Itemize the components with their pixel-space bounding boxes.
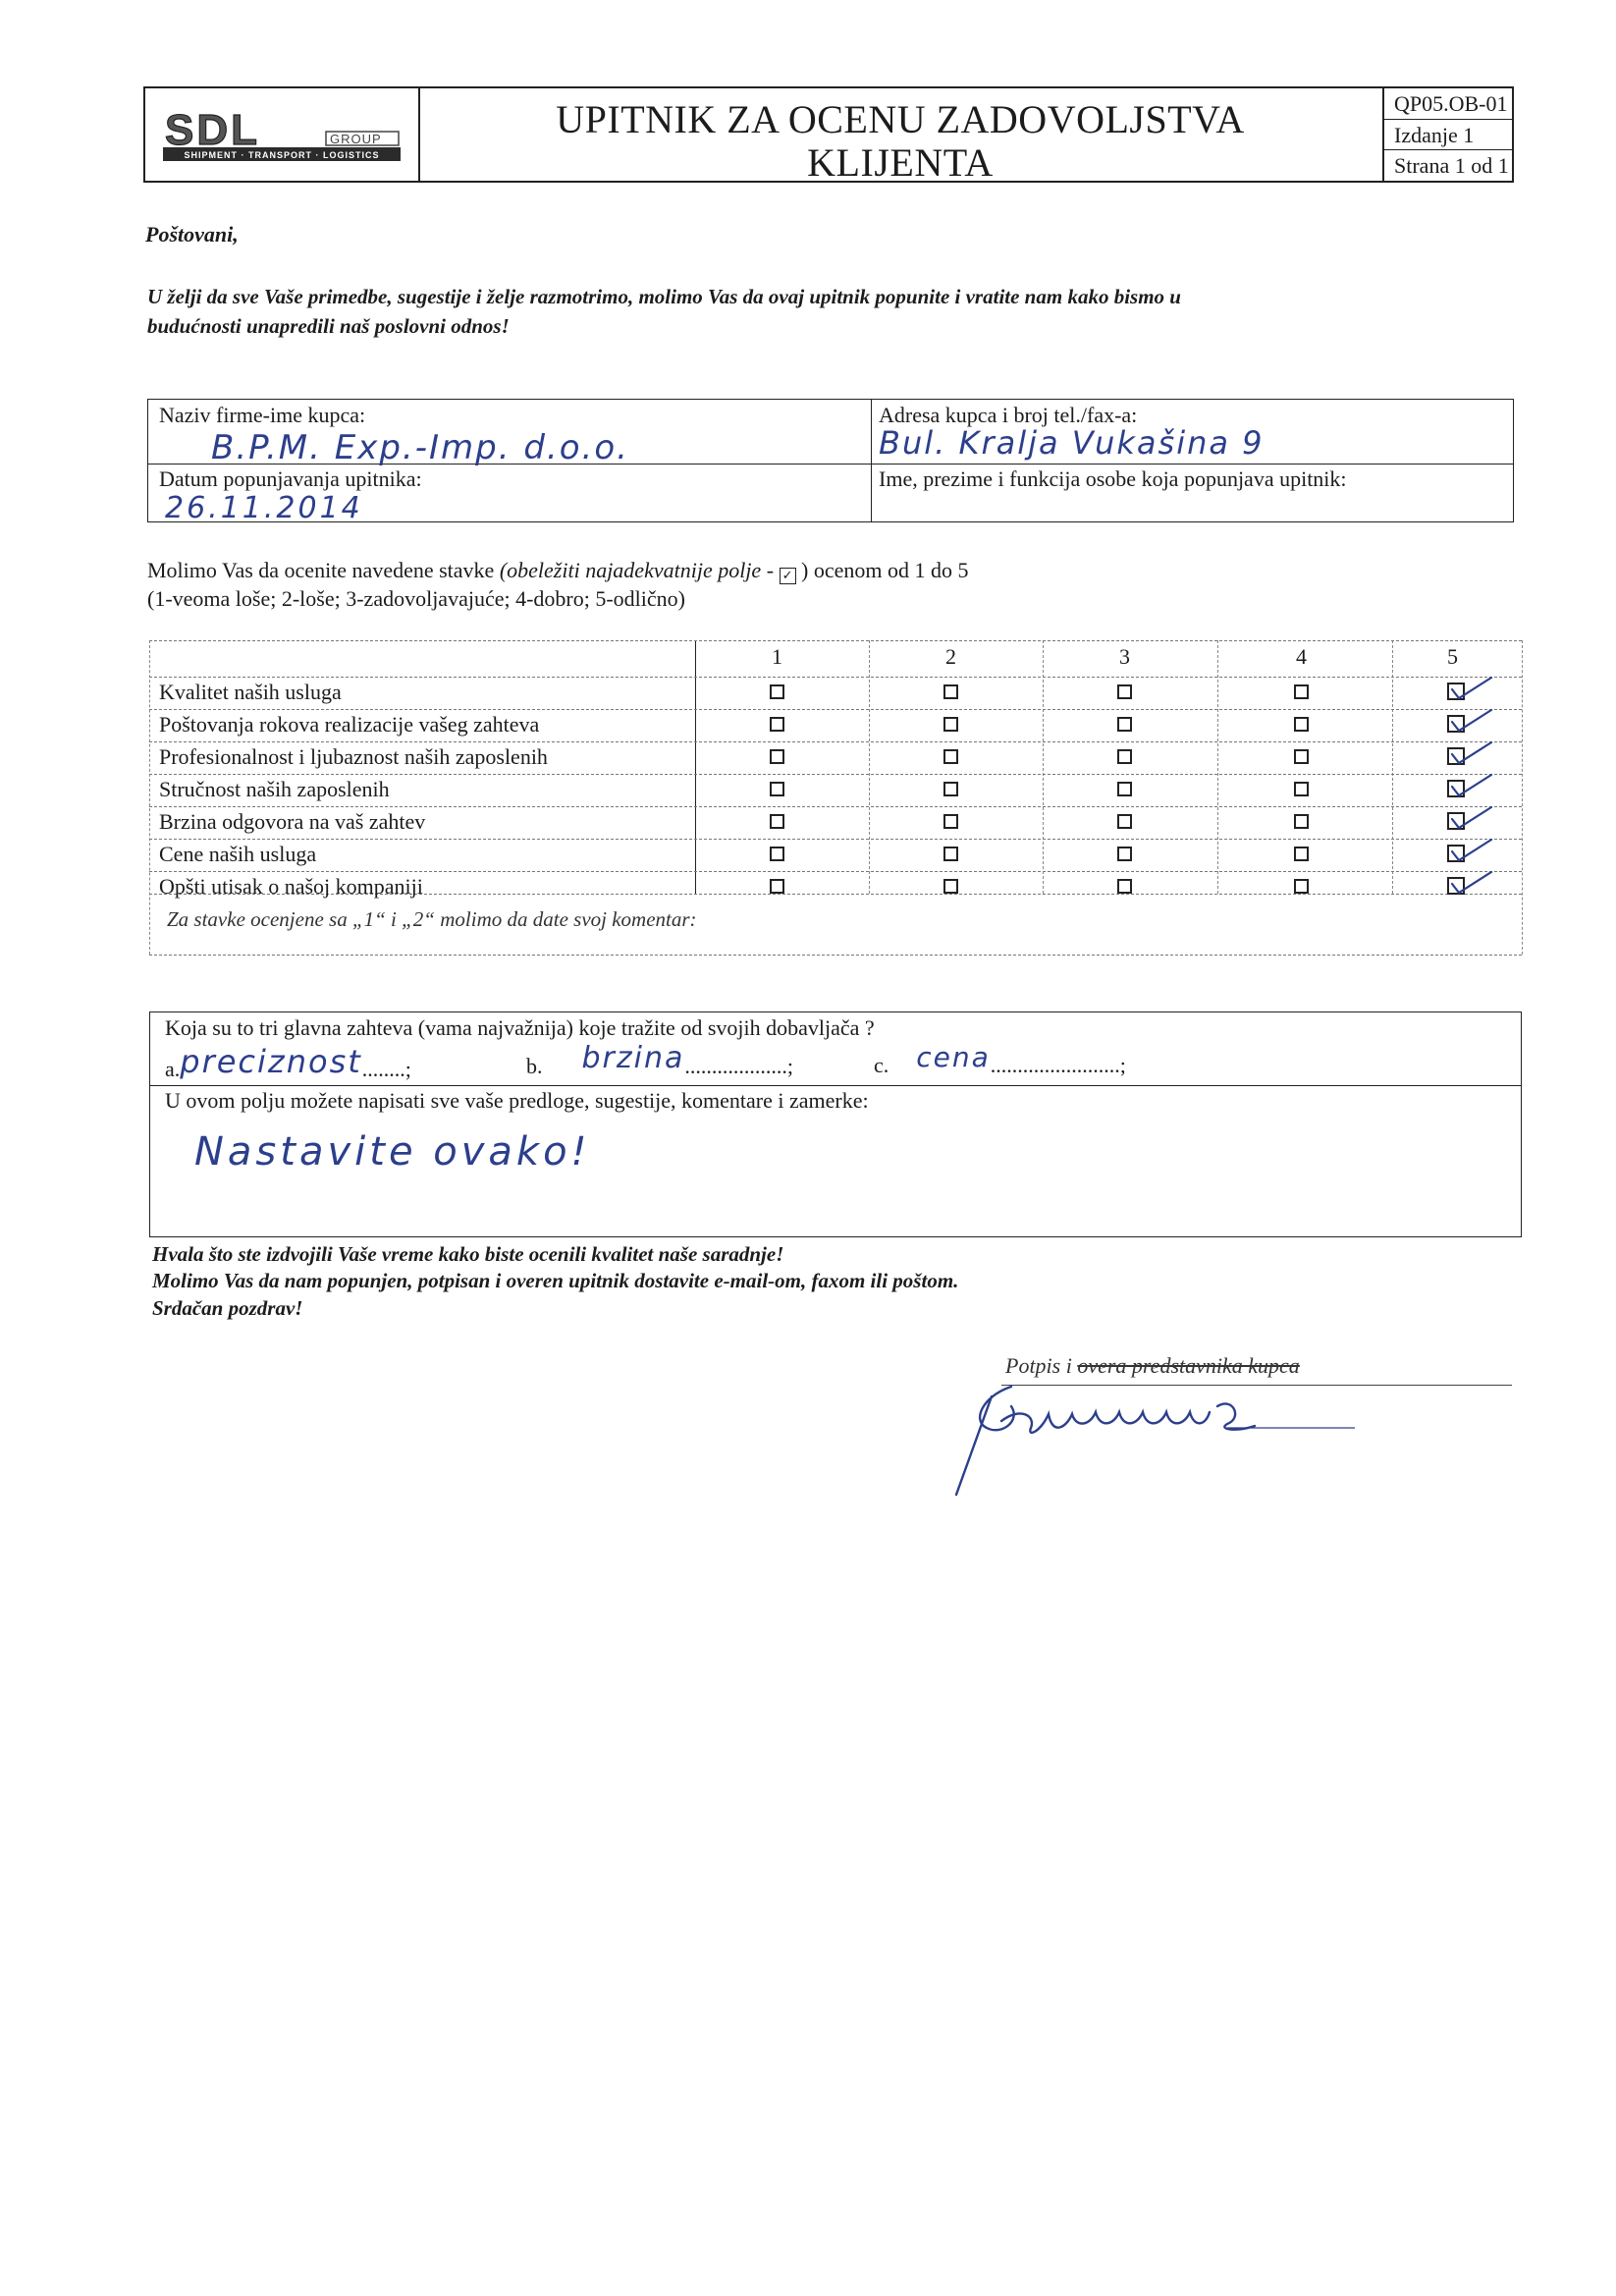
rating-checkbox[interactable] xyxy=(770,814,784,829)
requirement-a-label: a. xyxy=(165,1057,181,1081)
checked-box-icon: ✓ xyxy=(780,568,796,584)
checkmark-icon xyxy=(1449,837,1494,864)
requirement-c-label: c. xyxy=(874,1053,889,1077)
checkmark-icon xyxy=(1449,739,1494,767)
document-meta xyxy=(1382,88,1512,181)
checkmark-icon xyxy=(1449,772,1494,799)
requirement-a-value[interactable]: preciznost xyxy=(180,1043,362,1080)
rating-checkbox[interactable] xyxy=(1117,749,1132,764)
rating-checkbox[interactable] xyxy=(943,749,958,764)
handwritten-signature xyxy=(943,1367,1374,1504)
scale-3: 3 xyxy=(1119,644,1130,669)
person-label: Ime, prezime i funkcija osobe koja popunjava upitnik: xyxy=(879,466,1347,491)
rating-checkbox[interactable] xyxy=(1117,684,1132,699)
rating-checkbox[interactable] xyxy=(1294,847,1309,861)
rating-checkbox[interactable] xyxy=(1117,879,1132,894)
intro-line1: U želji da sve Vaše primedbe, sugestije i želje razmotrimo, molimo Vas da ovaj upitnik popunite i vratite nam kako bismo u xyxy=(147,285,1181,308)
document-title-line1: UPITNIK ZA OCENU ZADOVOLJSTVA xyxy=(556,97,1245,141)
rating-checkbox[interactable] xyxy=(770,717,784,732)
date-value[interactable]: 26.11.2014 xyxy=(165,491,363,525)
rating-checkbox[interactable] xyxy=(770,847,784,861)
sdl-group-logo xyxy=(163,112,401,163)
rating-checkbox[interactable] xyxy=(770,684,784,699)
checkmark-icon xyxy=(1449,707,1494,735)
scale-5: 5 xyxy=(1447,644,1458,669)
rating-row-label: Kvalitet naših usluga xyxy=(159,680,342,704)
closing-line3: Srdačan pozdrav! xyxy=(152,1296,303,1320)
signature-label-a: Potpis i xyxy=(1005,1353,1072,1378)
rating-row-label: Opšti utisak o našoj kompaniji xyxy=(159,874,423,899)
rating-checkbox[interactable] xyxy=(1117,782,1132,796)
company-value[interactable]: B.P.M. Exp.-Imp. d.o.o. xyxy=(211,428,629,467)
requirement-c-dots: ........................; xyxy=(990,1053,1126,1077)
suggestions-value[interactable]: Nastavite ovako! xyxy=(194,1129,591,1175)
rating-checkbox[interactable] xyxy=(1294,879,1309,894)
logo-group: GROUP xyxy=(330,132,382,146)
date-label: Datum popunjavanja upitnika: xyxy=(159,466,422,491)
rating-row-label: Cene naših usluga xyxy=(159,842,317,866)
rating-checkbox[interactable] xyxy=(770,749,784,764)
rating-checkbox[interactable] xyxy=(943,717,958,732)
suggestions-label: U ovom polju možete napisati sve vaše predloge, sugestije, komentare i zamerke: xyxy=(165,1088,869,1113)
signature-label-b: overa predstavnika kupca xyxy=(1077,1353,1300,1378)
title-cell xyxy=(418,88,1384,185)
rating-checkbox[interactable] xyxy=(943,879,958,894)
logo-tagline: SHIPMENT · TRANSPORT · LOGISTICS xyxy=(184,150,380,160)
scale-4: 4 xyxy=(1296,644,1307,669)
checkmark-icon xyxy=(1449,869,1494,897)
comment-note: Za stavke ocenjene sa „1“ i „2“ molimo da date svoj komentar: xyxy=(167,907,697,931)
address-value[interactable]: Bul. Kralja Vukašina 9 xyxy=(879,424,1265,462)
rating-row-label: Poštovanja rokova realizacije vašeg zahteva xyxy=(159,712,540,737)
greeting: Poštovani, xyxy=(145,222,239,246)
document-title-line2: KLIJENTA xyxy=(807,140,994,185)
rating-checkbox[interactable] xyxy=(1117,847,1132,861)
doc-edition: Izdanje 1 xyxy=(1382,119,1512,149)
rating-checkbox[interactable] xyxy=(1294,814,1309,829)
requirement-b-label: b. xyxy=(526,1054,543,1078)
checkmark-icon xyxy=(1449,804,1494,832)
rating-checkbox[interactable] xyxy=(1117,717,1132,732)
rating-instruction-line2: (1-veoma loše; 2-loše; 3-zadovoljavajuće; 4-dobro; 5-odlično) xyxy=(147,586,685,611)
scale-2: 2 xyxy=(945,644,956,669)
rating-checkbox[interactable] xyxy=(1294,749,1309,764)
closing-line2: Molimo Vas da nam popunjen, potpisan i overen upitnik dostavite e-mail-om, faxom ili poštom. xyxy=(152,1269,959,1292)
logo-cell xyxy=(145,88,420,181)
requirement-b-line xyxy=(526,1041,793,1081)
rating-row-label: Brzina odgovora na vaš zahtev xyxy=(159,809,426,834)
requirement-b-dots: ...................; xyxy=(684,1054,793,1078)
doc-code: QP05.OB-01 xyxy=(1394,91,1508,116)
comment-field[interactable] xyxy=(157,933,1512,953)
document-header xyxy=(143,86,1514,183)
requirement-c-line xyxy=(874,1041,1126,1079)
intro-line2: budućnosti unapredili naš poslovni odnos! xyxy=(147,314,510,338)
doc-page: Strana 1 od 1 xyxy=(1382,149,1512,180)
requirement-c-value[interactable]: cena xyxy=(916,1041,991,1073)
rating-row-label: Profesionalnost i ljubaznost naših zaposlenih xyxy=(159,744,548,769)
rating-checkbox[interactable] xyxy=(1117,814,1132,829)
requirement-a-dots: ........; xyxy=(361,1057,411,1081)
requirements-question: Koja su to tri glavna zahteva (vama najvažnija) koje tražite od svojih dobavljača ? xyxy=(165,1015,875,1040)
rating-instruction-b: (obeležiti najadekvatnije polje - xyxy=(499,558,775,582)
rating-instruction-a: Molimo Vas da ocenite navedene stavke xyxy=(147,558,495,582)
rating-checkbox[interactable] xyxy=(1294,684,1309,699)
scale-1: 1 xyxy=(772,644,782,669)
rating-checkbox[interactable] xyxy=(770,879,784,894)
company-label: Naziv firme-ime kupca: xyxy=(159,403,366,427)
rating-checkbox[interactable] xyxy=(1294,782,1309,796)
address-label: Adresa kupca i broj tel./fax-a: xyxy=(879,403,1138,427)
rating-checkbox[interactable] xyxy=(943,847,958,861)
rating-checkbox[interactable] xyxy=(1294,717,1309,732)
logo-sdl: SDL xyxy=(165,112,260,154)
rating-checkbox[interactable] xyxy=(770,782,784,796)
person-value-field[interactable] xyxy=(879,491,1497,517)
rating-instruction-c: ) ocenom od 1 do 5 xyxy=(801,558,969,582)
rating-checkbox[interactable] xyxy=(943,782,958,796)
rating-checkbox[interactable] xyxy=(943,684,958,699)
requirement-a-line xyxy=(165,1043,411,1084)
rating-checkbox[interactable] xyxy=(943,814,958,829)
requirement-b-value[interactable]: brzina xyxy=(581,1041,685,1075)
rating-instruction-line1 xyxy=(147,558,969,583)
checkmark-icon xyxy=(1449,675,1494,702)
rating-row-label: Stručnost naših zaposlenih xyxy=(159,777,390,801)
closing-line1: Hvala što ste izdvojili Vaše vreme kako biste ocenili kvalitet naše saradnje! xyxy=(152,1242,784,1266)
